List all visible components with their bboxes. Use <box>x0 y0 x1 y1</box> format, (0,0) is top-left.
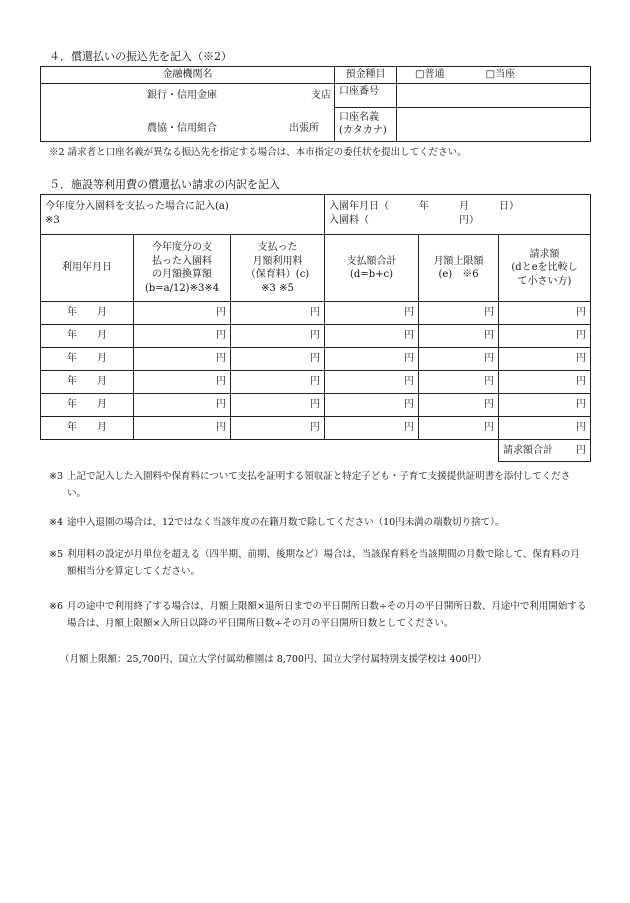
agri-label: 農協・信用組合 <box>147 122 217 134</box>
account-holder-label-text: 口座名義 <box>339 111 379 123</box>
header-claim-amount <box>499 235 591 302</box>
total-claim-label: 請求額合計 <box>503 444 554 456</box>
admission-fee-note-line2: ※3 <box>45 214 60 226</box>
header-line: 今年度分の支 <box>152 242 212 253</box>
branch-label: 支店 <box>311 89 331 101</box>
monthly-fee-field[interactable]: 円 <box>231 394 325 417</box>
total-paid-field[interactable]: 円 <box>325 348 419 371</box>
office-label: 出張所 <box>289 122 319 134</box>
header-line: (b=a/12)※3※4 <box>144 282 220 294</box>
monthly-fee-field[interactable]: 円 <box>231 325 325 348</box>
usage-month-field[interactable]: 年 月 <box>41 417 134 440</box>
note4-mark: ※4 <box>49 517 64 528</box>
section5-heading: ５．施設等利用費の償還払い請求の内訳を記入 <box>49 178 280 191</box>
account-holder-kana-label: (カタカナ) <box>339 125 387 137</box>
header-line: 払った入園料 <box>152 255 212 267</box>
checkbox-futsu[interactable]: □普通 <box>415 69 445 80</box>
claim-row <box>41 394 591 417</box>
claim-row <box>41 371 591 394</box>
claim-row <box>41 302 591 325</box>
monthly-admission-field[interactable]: 円 <box>134 348 231 371</box>
admission-date-line: 入園年月日（ 年 月 日） <box>329 201 520 212</box>
note6 <box>49 598 589 632</box>
claim-amount-field[interactable]: 円 <box>499 302 591 325</box>
account-holder-field[interactable] <box>397 107 591 141</box>
checkbox-touza[interactable]: □当座 <box>485 69 516 80</box>
total-spacer <box>41 440 499 462</box>
monthly-admission-field[interactable]: 円 <box>134 302 231 325</box>
claim-amount-field[interactable]: 円 <box>499 417 591 440</box>
monthly-fee-field[interactable]: 円 <box>231 302 325 325</box>
claim-amount-field[interactable]: 円 <box>499 394 591 417</box>
note5-text: 利用料の設定が月単位を超える（四半期、前期、後期など）場合は、当該保育料を当該期間の月数で除して、保育料の月額相当分を算定してください。 <box>67 549 580 577</box>
total-paid-field[interactable]: 円 <box>325 371 419 394</box>
note6-mark: ※6 <box>49 601 64 612</box>
monthly-limit-field[interactable]: 円 <box>419 302 499 325</box>
claim-breakdown-table <box>40 194 591 462</box>
bank-name-header: 金融機関名 <box>41 67 335 84</box>
header-line: 月額利用料 <box>252 255 303 267</box>
header-usage-month <box>41 235 134 302</box>
monthly-limit-field[interactable]: 円 <box>419 325 499 348</box>
total-paid-field[interactable]: 円 <box>325 302 419 325</box>
total-paid-field[interactable]: 円 <box>325 325 419 348</box>
usage-month-field[interactable]: 年 月 <box>41 371 134 394</box>
claim-amount-field[interactable]: 円 <box>499 325 591 348</box>
monthly-fee-field[interactable]: 円 <box>231 348 325 371</box>
note3-text: 上記で記入した入園料や保育料について支払を証明する領収証と特定子ども・子育て支援提供証明書を添付してください。 <box>67 471 571 499</box>
total-claim-yen: 円 <box>576 444 587 456</box>
admission-fee-line: 入園料（ 円） <box>329 214 480 226</box>
header-line: 支払った <box>257 242 298 253</box>
header-total-paid <box>325 235 419 302</box>
note3-mark: ※3 <box>49 471 64 482</box>
bank-name-field[interactable] <box>41 83 335 141</box>
note5-mark: ※5 <box>49 549 64 560</box>
monthly-fee-field[interactable]: 円 <box>231 417 325 440</box>
monthly-admission-field[interactable]: 円 <box>134 325 231 348</box>
monthly-limit-field[interactable]: 円 <box>419 417 499 440</box>
bank-label: 銀行・信用金庫 <box>147 89 217 101</box>
claim-rows <box>41 302 591 440</box>
usage-month-field[interactable]: 年 月 <box>41 394 134 417</box>
header-line: (dとeを比較し <box>511 262 578 274</box>
header-monthly-fee <box>231 235 325 302</box>
total-claim-cell[interactable] <box>499 440 591 462</box>
total-paid-field[interactable]: 円 <box>325 394 419 417</box>
claim-amount-field[interactable]: 円 <box>499 371 591 394</box>
header-line: ※3 ※5 <box>261 282 294 294</box>
note3 <box>49 468 589 502</box>
deposit-type-options <box>397 67 591 84</box>
header-monthly-admission <box>134 235 231 302</box>
note4-text: 途中入退園の場合は、12ではなく当該年度の在籍月数で除してください（10円未満の端数切り捨て）。 <box>67 517 505 528</box>
total-paid-field[interactable]: 円 <box>325 417 419 440</box>
header-line: の月額換算額 <box>152 269 212 280</box>
monthly-fee-field[interactable]: 円 <box>231 371 325 394</box>
monthly-limit-field[interactable]: 円 <box>419 348 499 371</box>
admission-fee-note-line1: 今年度分入園料を支払った場合に記入(a) <box>45 201 229 212</box>
claim-row <box>41 417 591 440</box>
account-number-label: 口座番号 <box>335 83 397 107</box>
section4-heading: ４．償還払いの振込先を記入（※2） <box>49 50 232 63</box>
usage-month-field[interactable]: 年 月 <box>41 325 134 348</box>
claim-amount-field[interactable]: 円 <box>499 348 591 371</box>
header-monthly-limit <box>419 235 499 302</box>
header-line: （保育料）(c) <box>245 269 310 280</box>
admission-fee-note-cell <box>41 195 325 235</box>
monthly-admission-field[interactable]: 円 <box>134 394 231 417</box>
note4 <box>49 514 589 531</box>
note6-text: 月の途中で利用終了する場合は、月額上限額×退所日までの平日開所日数÷その月の平日開所日数、月途中で利用開始する場合は、月額上限額×入所日以降の平日開所日数÷その月の平日開所日数としてください。 <box>67 601 587 629</box>
deposit-type-header: 預金種目 <box>335 67 397 84</box>
monthly-admission-field[interactable]: 円 <box>134 417 231 440</box>
monthly-admission-field[interactable]: 円 <box>134 371 231 394</box>
account-number-field[interactable] <box>397 83 591 107</box>
note2: ※2 請求者と口座名義が異なる振込先を指定する場合は、本市指定の委任状を提出してください。 <box>49 147 467 158</box>
header-line: (d=b+c) <box>350 269 393 280</box>
header-line: (e) ※6 <box>438 269 479 280</box>
monthly-limit-field[interactable]: 円 <box>419 394 499 417</box>
admission-info-cell[interactable] <box>325 195 591 235</box>
usage-month-field[interactable]: 年 月 <box>41 302 134 325</box>
account-holder-label <box>335 107 397 141</box>
header-usage-month-line1: 利用年月日 <box>62 262 112 274</box>
monthly-limit-info: （月額上限額：25,700円、国立大学付属幼稚園は 8,700円、国立大学付属特別支援学校は 400円） <box>60 654 487 665</box>
usage-month-field[interactable]: 年 月 <box>41 348 134 371</box>
bank-account-table <box>40 66 591 142</box>
monthly-limit-field[interactable]: 円 <box>419 371 499 394</box>
claim-row <box>41 348 591 371</box>
header-line: 支払額合計 <box>346 255 397 267</box>
header-line: 月額上限額 <box>433 255 484 267</box>
note5 <box>49 546 589 580</box>
claim-row <box>41 325 591 348</box>
header-line: て小さい方) <box>517 275 572 287</box>
header-line: 請求額 <box>529 248 560 260</box>
